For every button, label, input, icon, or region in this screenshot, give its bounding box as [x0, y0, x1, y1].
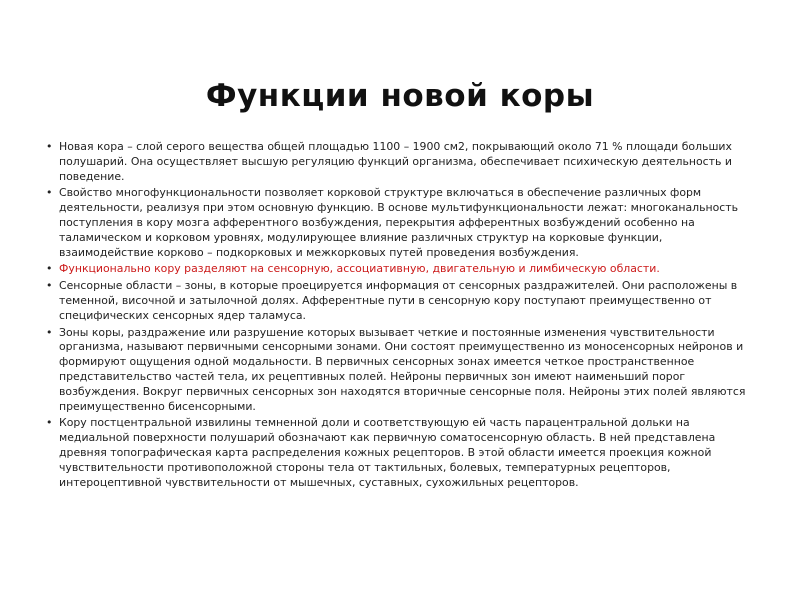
list-item	[46, 186, 756, 260]
bullet-icon: •	[46, 325, 53, 339]
bullet-text-highlighted: Функционально кору разделяют на сенсорную, ассоциативную, двигательную и лимбическую области.	[59, 262, 660, 276]
bullet-text: Зоны коры, раздражение или разрушение которых вызывает четкие и постоянные изменения чувствительности организма, называют первичными сенсорными зонами. Они состоят преимущественно из моносенсорных нейронов и формируют ощущения одной модальности. В первичных сенсорных зонах имеется четкое пространственное представительство частей тела, их рецептивных полей. Нейроны первичных зон имеют наименьший порог возбуждения. Вокруг первичных сенсорных зон находятся вторичные сенсорные поля. Нейроны этих полей являются преимущественно бисенсорными.	[59, 325, 746, 413]
bullet-text: Кору постцентральной извилины темненной доли и соответствующую ей часть парацентральной дольки на медиальной поверхности полушарий обозначают как первичную соматосенсорную область. В ней представлена древняя топографическая карта распределения кожных рецепторов. В этой области имеется проекция кожной чувствительности противоположной стороны тела от тактильных, болевых, температурных рецепторов, интероцептивной чувствительности от мышечных, суставных, сухожильных рецепторов.	[59, 416, 716, 489]
bullet-icon: •	[46, 140, 53, 153]
list-item	[46, 140, 756, 184]
bullet-icon: •	[46, 186, 53, 200]
bullet-text: Сенсорные области – зоны, в которые проецируется информация от сенсорных раздражителей. Они расположены в теменной, височной и затылочной долях. Афферентные пути в сенсорную кору поступают преимущественно от специфических сенсорных ядер таламуса.	[59, 279, 738, 322]
bullet-icon: •	[46, 262, 53, 276]
bullet-icon: •	[46, 416, 53, 430]
bullet-list	[46, 140, 756, 492]
list-item	[46, 262, 756, 277]
list-item	[46, 279, 756, 323]
list-item	[46, 326, 756, 415]
bullet-text: Свойство многофункциональности позволяет корковой структуре включаться в обеспечение различных форм деятельности, реализуя при этом основную функцию. В основе мультифункциональности лежат: многоканальность поступления в кору мозга афферентного возбуждения, перекрытия афферентных возбуждений особенно на таламическом и корковом уровнях, модулирующее влияние различных структур на корковые функции, взаимодействие корково – подкорковых и межкорковых путей проведения возбуждения.	[59, 186, 739, 259]
list-item	[46, 416, 756, 490]
bullet-icon: •	[46, 279, 53, 293]
slide-title: Функции новой коры	[205, 78, 595, 114]
bullet-text: Новая кора – слой серого вещества общей площадью 1100 – 1900 см2, покрывающий около 71 % площади больших полушарий. Она осуществляет высшую регуляцию функций организма, обеспечивает психическую деятельность и поведение.	[59, 140, 732, 183]
